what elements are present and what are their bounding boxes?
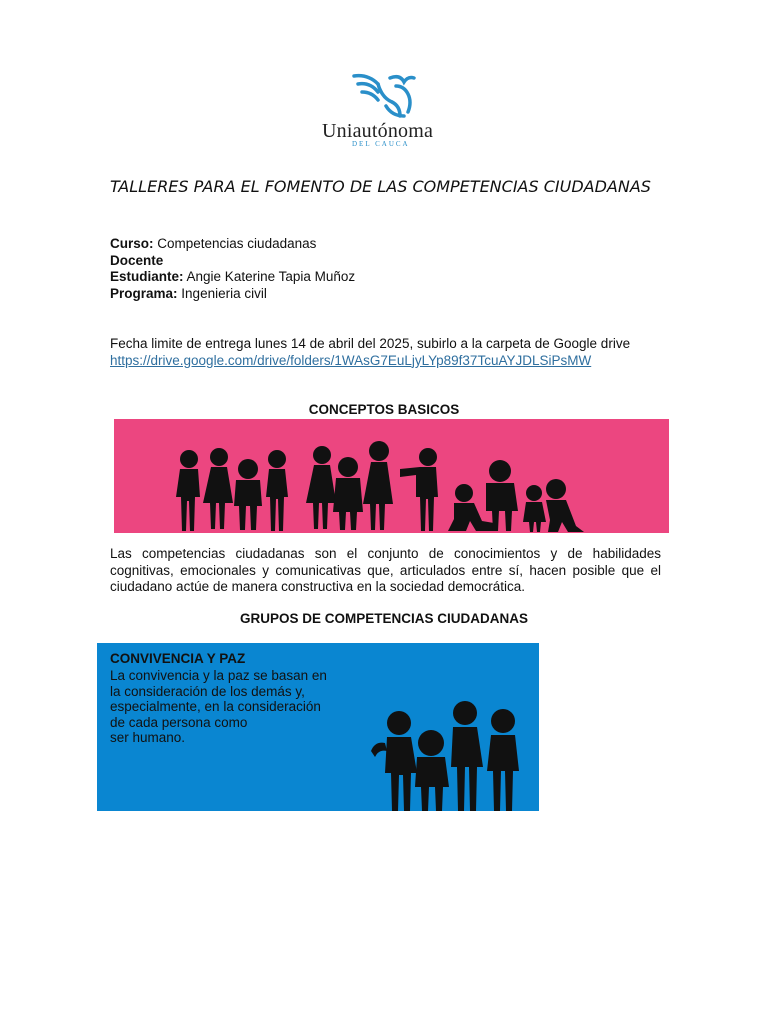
card-line: de cada persona como <box>110 714 248 730</box>
docente-label: Docente <box>110 252 164 268</box>
card-text <box>110 668 350 746</box>
children-holding-hands-illustration <box>369 671 539 811</box>
deadline-text: Fecha limite de entrega lunes 14 de abril del 2025, subirlo a la carpeta de Google drive <box>110 336 631 351</box>
logo-wordmark: Uniautónoma <box>322 120 434 142</box>
deadline-block <box>110 336 690 369</box>
course-info <box>110 236 355 302</box>
estudiante-value: Angie Katerine Tapia Muñoz <box>186 269 356 284</box>
curso-value: Competencias ciudadanas <box>157 236 317 251</box>
children-silhouettes-illustration <box>114 419 669 536</box>
card-heading: CONVIVENCIA Y PAZ <box>110 651 246 666</box>
document-title: TALLERES PARA EL FOMENTO DE LAS COMPETENCIAS CIUDADANAS <box>110 177 651 196</box>
estudiante-label: Estudiante: <box>110 269 184 284</box>
university-logo <box>318 72 458 150</box>
estudiante-line <box>110 269 355 286</box>
logo-subtitle: DEL CAUCA <box>352 140 410 148</box>
card-line: ser humano. <box>110 730 186 745</box>
curso-line <box>110 236 355 253</box>
children-silhouettes-banner <box>114 419 669 536</box>
section-heading-grupos: GRUPOS DE COMPETENCIAS CIUDADANAS <box>239 611 529 626</box>
programa-value: Ingenieria civil <box>181 285 267 301</box>
docente-line <box>110 253 355 270</box>
convivencia-paz-card <box>97 643 539 811</box>
programa-label: Programa: <box>110 285 178 301</box>
card-line: La convivencia y la paz se basan en <box>110 668 327 683</box>
card-line: especialmente, en la consideración <box>110 699 321 714</box>
section-heading-conceptos: CONCEPTOS BASICOS <box>308 402 460 417</box>
google-drive-link[interactable]: https://drive.google.com/drive/folders/1WAsG7EuLjyLYp89f37TcuAYJDLSiPsMW <box>110 352 592 368</box>
curso-label: Curso: <box>110 236 154 251</box>
programa-line <box>110 286 355 303</box>
card-line: la consideración de los demás y, <box>110 683 305 699</box>
griffin-logo-icon <box>352 72 424 120</box>
definition-paragraph: Las competencias ciudadanas son el conjunto de conocimientos y de habilidades cognitivas, emocionales y comunicativas que, articulados entre sí, hacen posible que el ciudadano actúe de manera constructiva en la sociedad democrática. <box>110 546 661 594</box>
